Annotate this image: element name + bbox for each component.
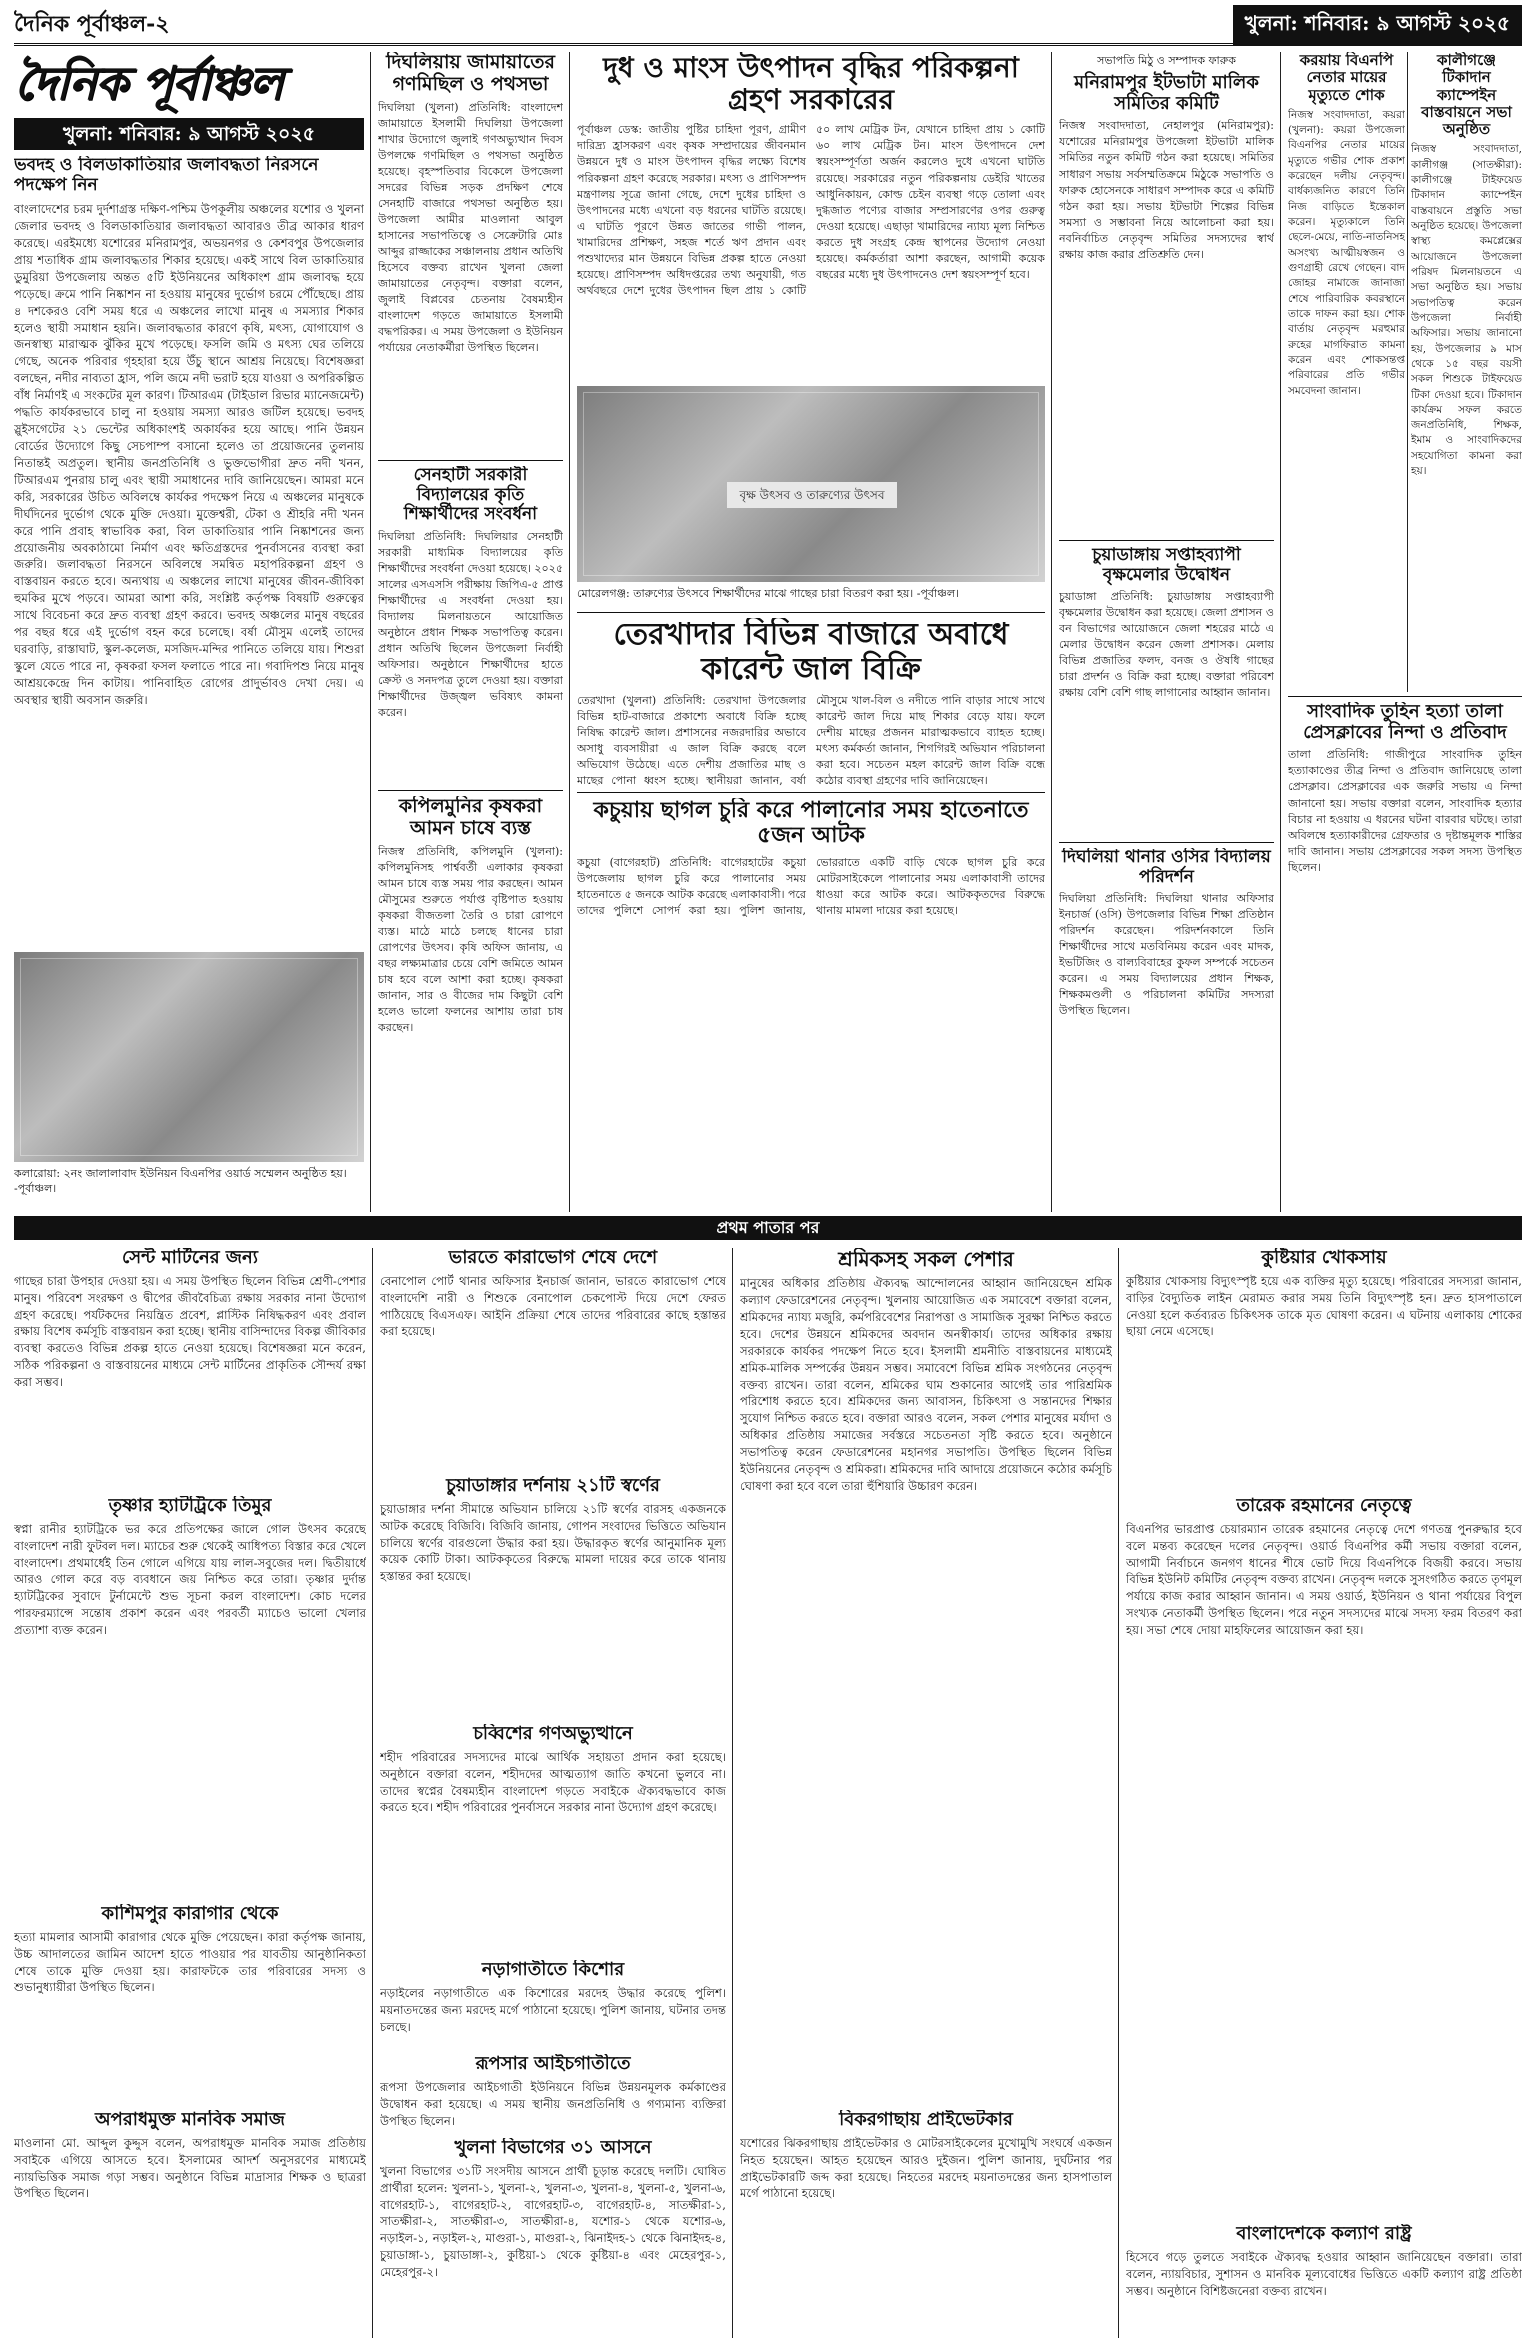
continued-banner: প্রথম পাতার পর (14, 1216, 1522, 1240)
article-body: কচুয়া (বাগেরহাট) প্রতিনিধি: বাগেরহাটের কচুয়া উপজেলায় ছাগল চুরি করে পালানোর সময় হাতেনাতে ৫ জনকে আটক করেছে এলাকাবাসী। পরে তাদের পুলিশে সোপর্দ করা হয়। পুলিশ জানায়, ভোররাতে একটি বাড়ি থেকে ছাগল চুরি করে মোটরসাইকেলে পালানোর সময় এলাকাবাসী তাদের ধাওয়া করে আটক করে। আটককৃতদের বিরুদ্ধে থানায় মামলা দায়ের করা হয়েছে। (577, 855, 1045, 917)
article-body: নড়াইলের নড়াগাতীতে এক কিশোরের মরদেহ উদ্ধার করেছে পুলিশ। ময়নাতদন্তের জন্য মরদেহ মর্গে পাঠানো হয়েছে। পুলিশ জানায়, ঘটনার তদন্ত চলছে। (380, 1985, 726, 2034)
article-body: বিএনপির ভারপ্রাপ্ত চেয়ারম্যান তারেক রহমানের নেতৃত্বে দেশে গণতন্ত্র পুনরুদ্ধার হবে বলে মন্তব্য করেছেন দলের নেতৃবৃন্দ। ওয়ার্ড বিএনপির কর্মী সভায় বক্তারা বলেন, আগামী নির্বাচনে জনগণ ধানের শীষে ভোট দিয়ে বিএনপিকে বিজয়ী করবে। সভায় বিভিন্ন ইউনিট কমিটির নেতৃবৃন্দ বক্তব্য রাখেন। নেতৃবৃন্দ দলকে সুসংগঠিত করতে তৃণমূল পর্যায়ে কাজ করার আহ্বান জানান। এ সময় ওয়ার্ড, ইউনিয়ন ও থানা পর্যায়ের বিপুল সংখ্যক নেতাকর্মী উপস্থিত ছিলেন। পরে নতুন সদস্যদের মাঝে সদস্য ফরম বিতরণ করা হয়। সভা শেষে দোয়া মাহফিলের আয়োজন করা হয়। (1126, 1521, 1522, 1638)
article-current-net (577, 618, 1045, 788)
article-uprising (380, 1724, 726, 1954)
article-body: শহীদ পরিবারের সদস্যদের মাঝে আর্থিক সহায়তা প্রদান করা হয়েছে। অনুষ্ঠানে বক্তারা বলেন, শহীদদের আত্মত্যাগ জাতি কখনো ভুলবে না। তাদের স্বপ্নের বৈষম্যহীন বাংলাদেশ গড়তে সবাইকে ঐক্যবদ্ধভাবে কাজ করতে হবে। শহীদ পরিবারের পুনর্বাসনে সরকার নানা উদ্যোগ গ্রহণ করেছে। (380, 1749, 726, 1815)
masthead: দৈনিক পূর্বাঞ্চল (14, 56, 283, 110)
headline: কপিলমুনির কৃষকরা আমন চাষে ব্যস্ত (398, 796, 543, 839)
article-gold-bars (380, 1476, 726, 1716)
article-kapilmuni (378, 796, 563, 1212)
article-body: দিঘলিয়া প্রতিনিধি: দিঘলিয়ার সেনহাটী সরকারী মাধ্যমিক বিদ্যালয়ের কৃতি শিক্ষার্থীদের সংবর্ধনা দেওয়া হয়েছে। ২০২৫ সালের এসএসসি পরীক্ষায় জিপিএ-৫ প্রাপ্ত শিক্ষার্থীদের এ সংবর্ধনা দেওয়া হয়। বিদ্যালয় মিলনায়তনে আয়োজিত অনুষ্ঠানে প্রধান শিক্ষক সভাপতিত্ব করেন। প্রধান অতিথি ছিলেন উপজেলা নির্বাহী অফিসার। অনুষ্ঠানে শিক্ষার্থীদের হাতে ক্রেস্ট ও সনদপত্র তুলে দেওয়া হয়। বক্তারা শিক্ষার্থীদের উজ্জ্বল ভবিষ্যৎ কামনা করেন। (378, 529, 563, 720)
headline: তেরখাদার বিভিন্ন বাজারে অবাধে কারেন্ট জাল বিক্রি (613, 618, 1009, 687)
article-crime-free (14, 2110, 366, 2336)
photo-kalaroa (14, 952, 364, 1162)
article-oc-visit (1059, 848, 1274, 1212)
article-tala-press (1288, 702, 1522, 1212)
headline: নড়াগাতীতে কিশোর (481, 1960, 625, 1980)
headline: বাংলাদেশকে কল্যাণ রাষ্ট্র (1236, 2224, 1412, 2244)
article-body: চুয়াডাঙ্গা প্রতিনিধি: চুয়াডাঙ্গায় সপ্তাহব্যাপী বৃক্ষমেলার উদ্বোধন করা হয়েছে। জেলা প্রশাসন ও বন বিভাগের আয়োজনে জেলা শহরের মাঠে এ মেলার উদ্বোধন করেন জেলা প্রশাসক। মেলায় বিভিন্ন প্রজাতির ফলদ, বনজ ও ঔষধি গাছের চারা প্রদর্শন ও বিক্রি করা হচ্ছে। বক্তারা পরিবেশ রক্ষায় বেশি বেশি গাছ লাগানোর আহ্বান জানান। (1059, 590, 1274, 700)
article-senhati (378, 466, 563, 786)
sub-note: সভাপতি মিঠু ও সম্পাদক ফারুক (1097, 54, 1236, 67)
photo-caption: কলারোয়া: ২নং জালালাবাদ ইউনিয়ন বিএনপির ওয়ার্ড সম্মেলন অনুষ্ঠিত হয়। -পূর্বাঞ্চল। (14, 1167, 347, 1196)
article-khoksa (1126, 1248, 1522, 1488)
headline: তারেক রহমানের নেতৃত্বে (1236, 1496, 1412, 1516)
article-body: নিজস্ব প্রতিনিধি, কপিলমুনি (খুলনা): কপিলমুনিসহ পার্শ্ববর্তী এলাকার কৃষকরা আমন চাষে ব্যস্ত সময় পার করছেন। আমন মৌসুমের শুরুতে পর্যাপ্ত বৃষ্টিপাত হওয়ায় কৃষকরা বীজতলা তৈরি ও চারা রোপণে ব্যস্ত। মাঠে মাঠে চলছে ধানের চারা রোপণের উৎসব। কৃষি অফিস জানায়, এ বছর লক্ষ্যমাত্রার চেয়ে বেশি জমিতে আমন চাষ হবে বলে আশা করা হচ্ছে। কৃষকরা জানান, সার ও বীজের দাম কিছুটা বেশি হলেও ভালো ফলনের আশায় তারা চাষ করছেন। (378, 844, 563, 1035)
article-body: স্বপ্না রানীর হ্যাটট্রিকে ভর করে প্রতিপক্ষের জালে গোল উৎসব করেছে বাংলাদেশ নারী ফুটবল দল। ম্যাচের শুরু থেকেই আধিপত্য বিস্তার করে খেলে বাংলাদেশ। প্রথমার্ধেই তিন গোলে এগিয়ে যায় লাল-সবুজের দল। দ্বিতীয়ার্ধে আরও গোল করে বড় ব্যবধানে জয় নিশ্চিত করে তারা। তৃষ্ণার দুর্দান্ত হ্যাটট্রিকের সুবাদে টুর্নামেন্টে শুভ সূচনা করল বাংলাদেশ। কোচ দলের পারফরম্যান্সে সন্তোষ প্রকাশ করেন এবং পরবর্তী ম্যাচেও ভালো খেলার প্রত্যাশা ব্যক্ত করেন। (14, 1521, 366, 1638)
article-bhabadah (14, 156, 364, 946)
article-trishna (14, 1496, 366, 1896)
photo-morrelganj (577, 386, 1045, 582)
article-jamaat (378, 52, 563, 456)
article-body: দিঘলিয়া প্রতিনিধি: দিঘলিয়া থানার অফিসার ইনচার্জ (ওসি) উপজেলার বিভিন্ন শিক্ষা প্রতিষ্ঠান পরিদর্শন করেছেন। পরিদর্শনকালে তিনি শিক্ষার্থীদের সাথে মতবিনিময় করেন এবং মাদক, ইভটিজিং ও বাল্যবিবাহের কুফল সম্পর্কে সচেতন করেন। এ সময় বিদ্যালয়ের প্রধান শিক্ষক, শিক্ষকমণ্ডলী ও পরিচালনা কমিটির সদস্যরা উপস্থিত ছিলেন। (1059, 892, 1274, 1018)
headline: কালীগঞ্জে টিকাদান ক্যাম্পেইন বাস্তবায়নে সভা অনুষ্ঠিত (1421, 52, 1512, 138)
article-khulna-31-seats (380, 2138, 726, 2336)
article-kaliganj (1411, 52, 1522, 692)
headline: খুলনা বিভাগের ৩১ আসনে (454, 2138, 652, 2158)
headline: দুধ ও মাংস উৎপাদন বৃদ্ধির পরিকল্পনা গ্রহণ সরকারের (603, 52, 1019, 117)
article-jhikargacha (740, 2110, 1112, 2336)
headline: ভবদহ ও বিলডাকাতিয়ার জলাবদ্ধতা নিরসনে পদক্ষেপ নিন (14, 156, 319, 195)
masthead-date: খুলনা: শনিবার: ৯ আগস্ট ২০২৫ (14, 118, 364, 150)
headline: চুয়াডাঙ্গায় সপ্তাহব্যাপী বৃক্ষমেলার উদ্বোধন (1092, 546, 1241, 585)
headline: দিঘলিয়া থানার ওসির বিদ্যালয় পরিদর্শন (1062, 848, 1271, 887)
article-naragati (380, 1960, 726, 2050)
headline: কচুয়ায় ছাগল চুরি করে পালানোর সময় হাতেনাতে ৫জন আটক (593, 798, 1029, 849)
headline: চুয়াডাঙ্গার দর্শনায় ২১টি স্বর্ণের (446, 1476, 660, 1496)
article-body: নিজস্ব সংবাদদাতা, কয়রা (খুলনা): কয়রা উপজেলা বিএনপির নেতার মায়ের মৃত্যুতে গভীর শোক প্রকাশ করেছেন দলীয় নেতৃবৃন্দ। বার্ধক্যজনিত কারণে তিনি নিজ বাড়িতে ইন্তেকাল করেন। মৃত্যুকালে তিনি ছেলে-মেয়ে, নাতি-নাতনিসহ অসংখ্য আত্মীয়স্বজন ও গুণগ্রাহী রেখে গেছেন। বাদ জোহর নামাজে জানাজা শেষে পারিবারিক কবরস্থানে তাকে দাফন করা হয়। শোক বার্তায় নেতৃবৃন্দ মরহুমার রুহের মাগফিরাত কামনা করেন এবং শোকসন্তপ্ত পরিবারের প্রতি গভীর সমবেদনা জানান। (1288, 108, 1405, 397)
article-body: হত্যা মামলার আসামী কারাগার থেকে মুক্তি পেয়েছেন। কারা কর্তৃপক্ষ জানায়, উচ্চ আদালতের জামিন আদেশ হাতে পাওয়ার পর যাবতীয় আনুষ্ঠানিকতা শেষে তাকে মুক্তি দেওয়া হয়। কারাফটকে তার পরিবারের সদস্য ও শুভানুধ্যায়ীরা উপস্থিত ছিলেন। (14, 1929, 366, 1995)
article-india-return (380, 1248, 726, 1468)
article-workers (740, 1248, 1112, 2104)
headline: সাংবাদিক তুহিন হত্যা তালা প্রেসক্লাবের নিন্দা ও প্রতিবাদ (1303, 702, 1507, 743)
article-body: তালা প্রতিনিধি: গাজীপুরে সাংবাদিক তুহিন হত্যাকাণ্ডের তীব্র নিন্দা ও প্রতিবাদ জানিয়েছে তালা প্রেসক্লাব। প্রেসক্লাবের এক জরুরি সভায় এ নিন্দা জানানো হয়। সভায় বক্তারা বলেন, সাংবাদিক হত্যার বিচার না হওয়ায় এ ধরনের ঘটনা বারবার ঘটছে। তারা অবিলম্বে হত্যাকারীদের গ্রেফতার ও দৃষ্টান্তমূলক শাস্তির দাবি জানান। সভায় প্রেসক্লাবের সকল সদস্য উপস্থিত ছিলেন। (1288, 748, 1522, 874)
article-brickfield (1059, 52, 1274, 536)
article-body: বেনাপোল পোর্ট থানার অফিসার ইনচার্জ জানান, ভারতে কারাভোগ শেষে বাংলাদেশি নারী ও শিশুকে বেনাপোল চেকপোস্ট দিয়ে দেশে ফেরত পাঠিয়েছে বিএসএফ। আইনি প্রক্রিয়া শেষে তাদের পরিবারের কাছে হস্তান্তর করা হয়েছে। (380, 1273, 726, 1339)
date-box: খুলনা: শনিবার: ৯ আগস্ট ২০২৫ (1233, 5, 1522, 46)
headline: সেন্ট মার্টিনের জন্য (121, 1248, 258, 1268)
article-welfare-state (1126, 2224, 1522, 2336)
headline: কুষ্টিয়ার খোকসায় (1261, 1248, 1387, 1268)
headline: রূপসার আইচগাতীতে (475, 2054, 631, 2074)
headline: চব্বিশের গণঅভ্যুত্থানে (473, 1724, 633, 1744)
headline: তৃষ্ণার হ্যাটট্রিকে তিমুর (108, 1496, 272, 1516)
article-body: কুষ্টিয়ার খোকসায় বিদ্যুৎস্পৃষ্ট হয়ে এক ব্যক্তির মৃত্যু হয়েছে। পরিবারের সদস্যরা জানান, বাড়ির বৈদ্যুতিক লাইন মেরামত করার সময় তিনি বিদ্যুৎস্পৃষ্ট হন। দ্রুত হাসপাতালে নেওয়া হলে কর্তব্যরত চিকিৎসক তাকে মৃত ঘোষণা করেন। এ ঘটনায় এলাকায় শোকের ছায়া নেমে এসেছে। (1126, 1273, 1522, 1339)
headline: সেনহাটী সরকারী বিদ্যালয়ের কৃতি শিক্ষার্থীদের সংবর্ধনা (403, 466, 538, 525)
photo-banner-text: বৃক্ষ উৎসব ও তারুণ্যের উৎসব (727, 482, 897, 508)
article-tree-fair (1059, 546, 1274, 838)
page-label: দৈনিক পূর্বাঞ্চল-২ (14, 11, 170, 37)
headline: মনিরামপুর ইটভাটা মালিক সমিতির কমিটি (1074, 72, 1259, 114)
headline: ভারতে কারাভোগ শেষে দেশে (448, 1248, 658, 1268)
headline: দিঘলিয়ায় জামায়াতের গণমিছিল ও পথসভা (386, 52, 555, 95)
article-st-martin (14, 1248, 366, 1488)
article-body: চুয়াডাঙ্গার দর্শনা সীমান্তে অভিযান চালিয়ে ২১টি স্বর্ণের বারসহ একজনকে আটক করেছে বিজিবি। বিজিবি জানায়, গোপন সংবাদের ভিত্তিতে অভিযান চালিয়ে স্বর্ণের বারগুলো উদ্ধার করা হয়। উদ্ধারকৃত স্বর্ণের আনুমানিক মূল্য কয়েক কোটি টাকা। আটককৃতের বিরুদ্ধে মামলা দায়ের করে তাকে থানায় হস্তান্তর করা হয়েছে। (380, 1501, 726, 1584)
article-tarek (1126, 1496, 1522, 2216)
headline: অপরাধমুক্ত মানবিক সমাজ (95, 2110, 285, 2130)
headline: করয়ায় বিএনপি নেতার মায়ের মৃত্যুতে শোক (1299, 52, 1394, 104)
article-body: হিসেবে গড়ে তুলতে সবাইকে ঐক্যবদ্ধ হওয়ার আহ্বান জানিয়েছেন বক্তারা। তারা বলেন, ন্যায়বিচার, সুশাসন ও মানবিক মূল্যবোধের ভিত্তিতে একটি কল্যাণ রাষ্ট্র প্রতিষ্ঠা সম্ভব। অনুষ্ঠানে বিশিষ্টজনেরা বক্তব্য রাখেন। (1126, 2249, 1522, 2298)
headline: শ্রমিকসহ সকল পেশার (838, 1248, 1014, 1271)
headline: বিকরগাছায় প্রাইভেটকার (839, 2110, 1013, 2130)
article-body: খুলনা বিভাগের ৩১টি সংসদীয় আসনে প্রার্থী চূড়ান্ত করেছে দলটি। ঘোষিত প্রার্থীরা হলেন: খুলনা-১, খুলনা-২, খুলনা-৩, খুলনা-৪, খুলনা-৫, খুলনা-৬, বাগেরহাট-১, বাগেরহাট-২, বাগেরহাট-৩, বাগেরহাট-৪, সাতক্ষীরা-১, সাতক্ষীরা-২, সাতক্ষীরা-৩, সাতক্ষীরা-৪, যশোর-১ থেকে যশোর-৬, নড়াইল-১, নড়াইল-২, মাগুরা-১, মাগুরা-২, ঝিনাইদহ-১ থেকে ঝিনাইদহ-৪, চুয়াডাঙ্গা-১, চুয়াডাঙ্গা-২, কুষ্টিয়া-১ থেকে কুষ্টিয়া-৪ এবং মেহেরপুর-১, মেহেরপুর-২। (380, 2163, 726, 2280)
article-body: যশোরের ঝিকরগাছায় প্রাইভেটকার ও মোটরসাইকেলের মুখোমুখি সংঘর্ষে একজন নিহত হয়েছেন। আহত হয়েছেন আরও দুইজন। পুলিশ জানায়, দুর্ঘটনার পর প্রাইভেটকারটি জব্দ করা হয়েছে। নিহতের মরদেহ ময়নাতদন্তের জন্য হাসপাতাল মর্গে পাঠানো হয়েছে। (740, 2135, 1112, 2201)
article-body: দিঘলিয়া (খুলনা) প্রতিনিধি: বাংলাদেশ জামায়াতে ইসলামী দিঘলিয়া উপজেলা শাখার উদ্যোগে জুলাই গণঅভ্যুত্থান দিবস উপলক্ষে গণমিছিল ও পথসভা অনুষ্ঠিত হয়েছে। বৃহস্পতিবার বিকেলে উপজেলা সদরের বিভিন্ন সড়ক প্রদক্ষিণ শেষে সেনহাটি বাজারে পথসভা অনুষ্ঠিত হয়। উপজেলা আমীর মাওলানা আবুল হাসানের সভাপতিত্বে ও সেক্রেটারি মোঃ আব্দুর রাজ্জাকের সঞ্চালনায় প্রধান অতিথি হিসেবে বক্তব্য রাখেন খুলনা জেলা জামায়াতের নেতৃবৃন্দ। বক্তারা বলেন, জুলাই বিপ্লবের চেতনায় বৈষম্যহীন বাংলাদেশ গড়তে জামায়াতে ইসলামী বদ্ধপরিকর। এ সময় উপজেলা ও ইউনিয়ন পর্যায়ের নেতাকর্মীরা উপস্থিত ছিলেন। (378, 100, 563, 355)
article-body: বাংলাদেশের চরম দুর্দশাগ্রস্ত দক্ষিণ-পশ্চিম উপকূলীয় অঞ্চলের যশোর ও খুলনা জেলার ভবদহ ও বিলডাকাতিয়ার জলাবদ্ধতা আবারও তীব্র আকার ধারণ করেছে। এরইমধ্যে যশোরের মনিরামপুর, অভয়নগর ও কেশবপুর উপজেলার প্রায় শতাধিক গ্রাম জলাবদ্ধতার শিকার হয়েছে। একই সাথে বিল ডাকাতিয়ার ডুমুরিয়া উপজেলায় অন্তত ৫টি ইউনিয়নের অধিকাংশ গ্রাম জলাবদ্ধ হয়ে পড়েছে। ক্রমে পানি নিষ্কাশন না হওয়ায় মানুষের দুর্ভোগ চরমে পৌঁছেছে। প্রায় ৪ দশকেরও বেশি সময় ধরে এ অঞ্চলের লাখো মানুষ এ সমস্যার শিকার হলেও স্থায়ী সমাধান হয়নি। জলাবদ্ধতার কারণে কৃষি, মৎস্য, যোগাযোগ ও জনস্বাস্থ্য মারাত্মক ঝুঁকির মুখে পড়েছে। ফসলি জমি ও মৎস্য ঘের তলিয়ে গেছে, অনেক পরিবার গৃহহারা হয়ে উঁচু স্থানে আশ্রয় নিয়েছে। বিশেষজ্ঞরা বলছেন, নদীর নাব্যতা হ্রাস, পলি জমে নদী ভরাট হয়ে যাওয়া ও অপরিকল্পিত বাঁধ নির্মাণই এ সংকটের মূল কারণ। টিআরএম (টাইডাল রিভার ম্যানেজমেন্ট) পদ্ধতি কার্যকরভাবে চালু না হওয়ায় সমস্যা আরও জটিল হয়েছে। ভবদহ স্লুইসগেটের ২১ ভেন্টের অধিকাংশই অকার্যকর হয়ে আছে। পানি উন্নয়ন বোর্ডের উদ্যোগে কিছু সেচপাম্প বসানো হলেও তা প্রয়োজনের তুলনায় নিতান্তই অপ্রতুল। স্থানীয় জনপ্রতিনিধি ও ভুক্তভোগীরা দ্রুত নদী খনন, টিআরএম পুনরায় চালু এবং স্থায়ী সমাধানের দাবি জানিয়েছেন। আমরা মনে করি, সরকারের উচিত অবিলম্বে কার্যকর পদক্ষেপ নিয়ে এ অঞ্চলের মানুষকে দীর্ঘদিনের দুর্ভোগ থেকে মুক্তি দেওয়া। মুক্তেশ্বরী, টেকা ও শ্রীহরি নদী খনন করে পানি প্রবাহ স্বাভাবিক করা, বিল ডাকাতিয়ার পানি নিষ্কাশনের জন্য প্রয়োজনীয় অবকাঠামো নির্মাণ এবং ক্ষতিগ্রস্তদের পুনর্বাসনের ব্যবস্থা করা জরুরি। জলাবদ্ধতা নিরসনে অবিলম্বে সমন্বিত মহাপরিকল্পনা গ্রহণ ও বাস্তবায়ন করতে হবে। অন্যথায় এ অঞ্চলের লাখো মানুষের জীবন-জীবিকা হুমকির মুখে পড়বে। আমরা আশা করি, সংশ্লিষ্ট কর্তৃপক্ষ বিষয়টি গুরুত্বের সাথে বিবেচনা করে দ্রুত ব্যবস্থা গ্রহণ করবে। ভবদহ অঞ্চলের মানুষ বছরের পর বছর ধরে এই দুর্ভোগ বহন করে চলেছে। বর্ষা মৌসুম এলেই তাদের ঘরবাড়ি, রাস্তাঘাট, স্কুল-কলেজ, মসজিদ-মন্দির পানিতে তলিয়ে যায়। শিশুরা স্কুলে যেতে পারে না, কৃষকরা ফসল ফলাতে পারে না। গবাদিপশু নিয়ে মানুষ আশ্রয়কেন্দ্রে দিন কাটায়। পানিবাহিত রোগের প্রাদুর্ভাবও দেখা দেয়। এ অবস্থার স্থায়ী অবসান জরুরি। (14, 202, 364, 707)
article-body: মানুষের অধিকার প্রতিষ্ঠায় ঐক্যবদ্ধ আন্দোলনের আহ্বান জানিয়েছেন শ্রমিক কল্যাণ ফেডারেশনের নেতৃবৃন্দ। খুলনায় আয়োজিত এক সমাবেশে বক্তারা বলেন, শ্রমিকদের ন্যায্য মজুরি, কর্মপরিবেশের নিরাপত্তা ও সামাজিক সুরক্ষা নিশ্চিত করতে হবে। দেশের উন্নয়নে শ্রমিকদের অবদান অনস্বীকার্য। তাদের অধিকার রক্ষায় সরকারকে কার্যকর পদক্ষেপ নিতে হবে। ইসলামী শ্রমনীতি বাস্তবায়নের মাধ্যমেই শ্রমিক-মালিক সম্পর্কের উন্নয়ন সম্ভব। সমাবেশে বিভিন্ন শ্রমিক সংগঠনের নেতৃবৃন্দ বক্তব্য রাখেন। তারা বলেন, শ্রমিকের ঘাম শুকানোর আগেই তার পারিশ্রমিক পরিশোধ করতে হবে। শ্রমিকদের জন্য আবাসন, চিকিৎসা ও সন্তানদের শিক্ষার সুযোগ নিশ্চিত করতে হবে। বক্তারা আরও বলেন, সকল পেশার মানুষের মর্যাদা ও অধিকার প্রতিষ্ঠায় সমাজের সর্বস্তরে সচেতনতা সৃষ্টি করতে হবে। অনুষ্ঠানে সভাপতিত্ব করেন ফেডারেশনের মহানগর সভাপতি। উপস্থিত ছিলেন বিভিন্ন ইউনিয়নের নেতৃবৃন্দ ও শ্রমিকরা। শ্রমিকদের দাবি আদায়ে প্রয়োজনে কঠোর কর্মসূচি ঘোষণা করা হবে বলে তারা হুঁশিয়ারি উচ্চারণ করেন। (740, 1276, 1112, 1494)
article-body: নিজস্ব সংবাদদাতা, কালীগঞ্জ (সাতক্ষীরা): কালীগঞ্জে টাইফয়েড টিকাদান ক্যাম্পেইন বাস্তবায়নে প্রস্তুতি সভা অনুষ্ঠিত হয়েছে। উপজেলা স্বাস্থ্য কমপ্লেক্সের আয়োজনে উপজেলা পরিষদ মিলনায়তনে এ সভা অনুষ্ঠিত হয়। সভায় সভাপতিত্ব করেন উপজেলা নির্বাহী অফিসার। সভায় জানানো হয়, উপজেলার ৯ মাস থেকে ১৫ বছর বয়সী সকল শিশুকে টাইফয়েড টিকা দেওয়া হবে। টিকাদান কার্যক্রম সফল করতে জনপ্রতিনিধি, শিক্ষক, ইমাম ও সাংবাদিকদের সহযোগিতা কামনা করা হয়। (1411, 143, 1522, 478)
top-strip (14, 8, 1522, 46)
article-milk-meat (577, 52, 1045, 382)
article-body: মাওলানা মো. আব্দুল কুদ্দুস বলেন, অপরাধমুক্ত মানবিক সমাজ প্রতিষ্ঠায় সবাইকে এগিয়ে আসতে হবে। ইসলামের আদর্শ অনুসরণের মাধ্যমেই ন্যায়ভিত্তিক সমাজ গড়া সম্ভব। অনুষ্ঠানে বিভিন্ন মাদ্রাসার শিক্ষক ও ছাত্ররা উপস্থিত ছিলেন। (14, 2135, 366, 2201)
article-koyra (1288, 52, 1405, 692)
article-rupsha (380, 2054, 726, 2134)
photo-caption: মোরেলগঞ্জ: তারুণ্যের উৎসবে শিক্ষার্থীদের মাঝে গাছের চারা বিতরণ করা হয়। -পূর্বাঞ্চল। (577, 587, 959, 600)
article-body: গাছের চারা উপহার দেওয়া হয়। এ সময় উপস্থিত ছিলেন বিভিন্ন শ্রেণী-পেশার মানুষ। পরিবেশ সংরক্ষণ ও দ্বীপের জীববৈচিত্র্য রক্ষায় সরকার নানা উদ্যোগ গ্রহণ করেছে। পর্যটকদের নিয়ন্ত্রিত প্রবেশ, প্লাস্টিক নিষিদ্ধকরণ এবং প্রবাল রক্ষায় বিশেষ কর্মসূচি বাস্তবায়ন করা হচ্ছে। স্থানীয় বাসিন্দাদের বিকল্প জীবিকার ব্যবস্থা করতেও বিভিন্ন প্রকল্প হাতে নেওয়া হয়েছে। বিশেষজ্ঞরা মনে করেন, সঠিক পরিকল্পনা ও বাস্তবায়নের মাধ্যমে সেন্ট মার্টিনের প্রাকৃতিক সৌন্দর্য রক্ষা করা সম্ভব। (14, 1273, 366, 1390)
article-body: নিজস্ব সংবাদদাতা, নেহালপুর (মনিরামপুর): যশোরের মনিরামপুর উপজেলা ইটভাটা মালিক সমিতির নতুন কমিটি গঠন করা হয়েছে। সমিতির সাধারণ সভায় সর্বসম্মতিক্রমে মিঠুকে সভাপতি ও ফারুক হোসেনকে সাধারণ সম্পাদক করে এ কমিটি গঠন করা হয়। সভায় ইটভাটা শিল্পের বিভিন্ন সমস্যা ও সম্ভাবনা নিয়ে আলোচনা করা হয়। নবনির্বাচিত নেতৃবৃন্দ সমিতির সদস্যদের স্বার্থ রক্ষায় কাজ করার প্রতিশ্রুতি দেন। (1059, 119, 1274, 261)
article-kachua (577, 798, 1045, 1212)
headline: কাশিমপুর কারাগার থেকে (101, 1904, 279, 1924)
article-kashimpur (14, 1904, 366, 2104)
article-body: তেরখাদা (খুলনা) প্রতিনিধি: তেরখাদা উপজেলার বিভিন্ন হাট-বাজারে প্রকাশ্যে অবাধে বিক্রি হচ্ছে নিষিদ্ধ কারেন্ট জাল। প্রশাসনের নজরদারির অভাবে অসাধু ব্যবসায়ীরা এ জাল বিক্রি করছে বলে অভিযোগ উঠেছে। এতে দেশীয় প্রজাতির মাছ ও মাছের পোনা ধ্বংস হচ্ছে। স্থানীয়রা জানান, বর্ষা মৌসুমে খাল-বিল ও নদীতে পানি বাড়ার সাথে সাথে কারেন্ট জাল দিয়ে মাছ শিকার বেড়ে যায়। ফলে দেশীয় মাছের প্রজনন মারাত্মকভাবে ব্যাহত হচ্ছে। মৎস্য কর্মকর্তা জানান, শিগগিরই অভিযান পরিচালনা করা হবে। সচেতন মহল কারেন্ট জাল বিক্রি বন্ধে কঠোর ব্যবস্থা গ্রহণের দাবি জানিয়েছেন। (577, 694, 1045, 788)
article-body: রূপসা উপজেলার আইচগাতী ইউনিয়নে বিভিন্ন উন্নয়নমূলক কর্মকাণ্ডের উদ্বোধন করা হয়েছে। এ সময় স্থানীয় জনপ্রতিনিধি ও গণ্যমান্য ব্যক্তিরা উপস্থিত ছিলেন। (380, 2079, 726, 2128)
article-body: পূর্বাঞ্চল ডেস্ক: জাতীয় পুষ্টির চাহিদা পূরণ, গ্রামীণ দারিদ্র্য হ্রাসকরণ এবং কৃষক সম্প্রদায়ের জীবনমান উন্নয়নে দুধ ও মাংস উৎপাদন বৃদ্ধির লক্ষ্যে বিশেষ পরিকল্পনা গ্রহণ করেছে সরকার। মৎস্য ও প্রাণিসম্পদ মন্ত্রণালয় সূত্রে জানা গেছে, দেশে দুধের চাহিদা ও উৎপাদনের মধ্যে এখনো বড় ধরনের ঘাটতি রয়েছে। এ ঘাটতি পূরণে উন্নত জাতের গাভী পালন, খামারিদের প্রশিক্ষণ, সহজ শর্তে ঋণ প্রদান এবং পশুখাদ্যের মান উন্নয়নে বিভিন্ন প্রকল্প হাতে নেওয়া হয়েছে। প্রাণিসম্পদ অধিদপ্তরের তথ্য অনুযায়ী, গত অর্থবছরে দেশে দুধের উৎপাদন ছিল প্রায় ১ কোটি ৫০ লাখ মেট্রিক টন, যেখানে চাহিদা প্রায় ১ কোটি ৬০ লাখ মেট্রিক টন। মাংস উৎপাদনে দেশ স্বয়ংসম্পূর্ণতা অর্জন করলেও দুধে এখনো ঘাটতি রয়েছে। সরকারের নতুন পরিকল্পনায় ডেইরি খাতের আধুনিকায়ন, কোল্ড চেইন ব্যবস্থা গড়ে তোলা এবং দুগ্ধজাত পণ্যের বাজার সম্প্রসারণের ওপর গুরুত্ব দেওয়া হয়েছে। এছাড়া খামারিদের ন্যায্য মূল্য নিশ্চিত করতে দুধ সংগ্রহ কেন্দ্র স্থাপনের উদ্যোগ নেওয়া হয়েছে। কর্মকর্তারা আশা করছেন, আগামী কয়েক বছরের মধ্যে দুধ উৎপাদনেও দেশ স্বয়ংসম্পূর্ণ হবে। (577, 123, 1045, 297)
